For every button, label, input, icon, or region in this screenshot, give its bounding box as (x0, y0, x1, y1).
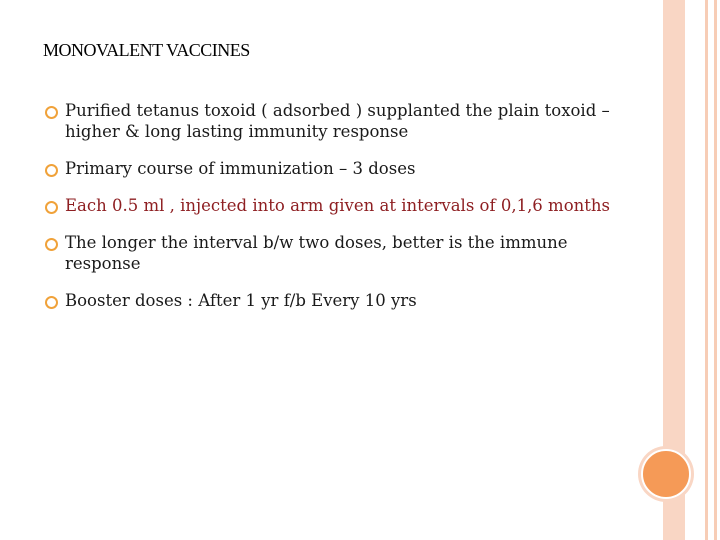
bullet-item (45, 195, 625, 216)
bullet-text: Primary course of immunization – 3 doses (65, 159, 416, 178)
bullet-text: The longer the interval b/w two doses, better is the immune response (65, 233, 568, 273)
decorative-line (714, 0, 717, 540)
bullet-text: Each 0.5 ml , injected into arm given at intervals of 0,1,6 months (65, 196, 610, 215)
bullet-item (45, 100, 625, 142)
bullet-item (45, 290, 625, 311)
circle-bullet-icon (45, 164, 58, 177)
slide-title: MONOVALENT VACCINES (43, 40, 250, 60)
circle-bullet-icon (45, 296, 58, 309)
bullet-text: Purified tetanus toxoid ( adsorbed ) supplanted the plain toxoid – higher & long lasting immunity response (65, 101, 610, 141)
circle-bullet-icon (45, 106, 58, 119)
orange-circle-icon (641, 449, 691, 499)
circle-bullet-icon (45, 201, 58, 214)
decorative-line (705, 0, 708, 540)
bullet-text: Booster doses : After 1 yr f/b Every 10 yrs (65, 291, 417, 310)
bullet-item (45, 158, 625, 179)
bullet-item (45, 232, 625, 274)
circle-bullet-icon (45, 238, 58, 251)
bullet-list (45, 100, 625, 327)
